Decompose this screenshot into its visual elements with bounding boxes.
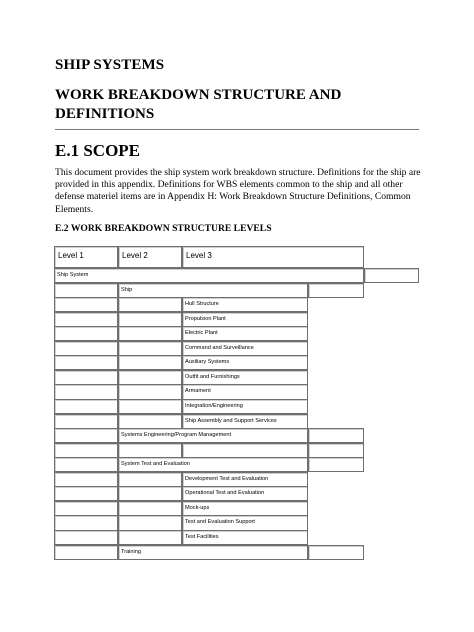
table-cell-level-3: Ship Assembly and Support Services (182, 414, 308, 429)
table-cell-level-3: Propulsion Plant (182, 312, 308, 327)
table-cell-empty (54, 501, 118, 516)
table-cell-empty (118, 530, 182, 545)
table-cell-empty (54, 399, 118, 414)
table-cell-level-2: Training (118, 545, 308, 560)
table-cell-empty (54, 515, 118, 530)
table-cell-empty (308, 283, 364, 298)
header-level-1: Level 1 (54, 246, 118, 268)
table-cell-empty (54, 341, 118, 356)
document-title: SHIP SYSTEMS (55, 57, 165, 73)
table-cell-empty (54, 530, 118, 545)
header-level-3: Level 3 (182, 246, 364, 268)
table-cell-level-3: Test and Evaluation Support (182, 515, 308, 530)
table-cell-empty (54, 472, 118, 487)
table-cell-level-3: Auxiliary Systems (182, 355, 308, 370)
table-cell-empty (364, 268, 419, 283)
table-cell-level-3: Hull Structure (182, 297, 308, 312)
table-cell-empty (118, 501, 182, 516)
table-cell-empty (118, 414, 182, 429)
table-cell-level-3: Development Test and Evaluation (182, 472, 308, 487)
table-cell-empty (54, 545, 118, 560)
table-cell-empty (118, 370, 182, 385)
table-cell-empty (182, 443, 308, 458)
table-cell-empty (308, 443, 364, 458)
table-cell-level-3: Integration/Engineering (182, 399, 308, 414)
table-cell-empty (54, 283, 118, 298)
table-cell-empty (54, 370, 118, 385)
table-cell-level-2: Ship (118, 283, 308, 298)
table-cell-level-3: Armament (182, 384, 308, 399)
table-cell-empty (54, 355, 118, 370)
table-cell-empty (308, 545, 364, 560)
table-cell-empty (54, 326, 118, 341)
table-cell-empty (118, 515, 182, 530)
table-cell-empty (118, 443, 182, 458)
table-cell-empty (118, 297, 182, 312)
table-cell-level-3: Operational Test and Evaluation (182, 486, 308, 501)
table-cell-level-3: Electric Plant (182, 326, 308, 341)
table-cell-empty (118, 472, 182, 487)
table-cell-empty (54, 443, 118, 458)
table-cell-empty (118, 341, 182, 356)
table-cell-empty (118, 399, 182, 414)
table-cell-level-3: Test Facilities (182, 530, 308, 545)
table-cell-level-2: System Test and Evaluation (118, 457, 308, 472)
table-cell-empty (54, 384, 118, 399)
table-cell-empty (118, 355, 182, 370)
table-cell-level-1: Ship System (54, 268, 364, 283)
table-cell-empty (54, 428, 118, 443)
table-cell-level-2: Systems Engineering/Program Management (118, 428, 308, 443)
levels-heading: E.2 WORK BREAKDOWN STRUCTURE LEVELS (55, 223, 272, 234)
scope-paragraph: This document provides the ship system work breakdown structure. Definitions for the ship are provided in this appendix. Definitions for WBS elements common to the ship and all other defense materiel items are in Appendix H: Work Breakdown Structure Definitions, Common Elements. (55, 167, 421, 215)
table-cell-empty (54, 457, 118, 472)
table-cell-empty (308, 428, 364, 443)
header-level-2: Level 2 (118, 246, 182, 268)
table-cell-empty (118, 486, 182, 501)
table-cell-empty (118, 312, 182, 327)
table-cell-level-3: Command and Surveillance (182, 341, 308, 356)
document-subtitle: WORK BREAKDOWN STRUCTURE AND DEFINITIONS (55, 87, 342, 122)
table-cell-empty (308, 457, 364, 472)
table-cell-empty (54, 312, 118, 327)
table-cell-empty (54, 297, 118, 312)
scope-heading: E.1 SCOPE (55, 141, 141, 160)
table-cell-empty (54, 486, 118, 501)
horizontal-rule (55, 129, 419, 130)
table-cell-level-3: Outfit and Furnishings (182, 370, 308, 385)
table-cell-empty (118, 384, 182, 399)
table-cell-empty (118, 326, 182, 341)
table-cell-empty (54, 414, 118, 429)
table-cell-level-3: Mock-ups (182, 501, 308, 516)
